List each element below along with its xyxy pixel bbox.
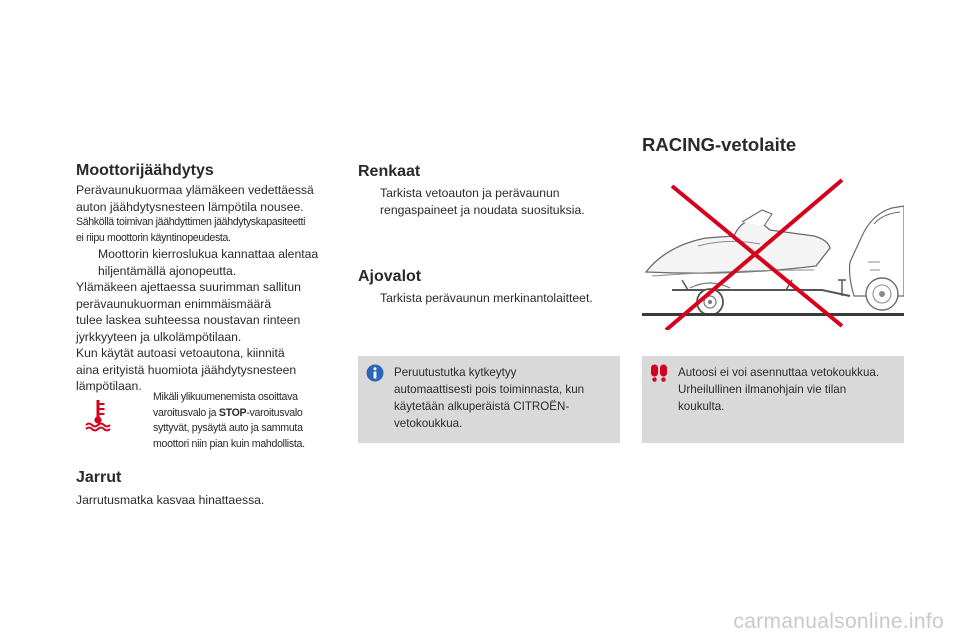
cooling-paragraph-3: Kun käytät autoasi vetoautona, kiinnitä aina erityistä huomiota jäähdytysnesteen lämpötilaan.	[76, 346, 297, 393]
left-column	[76, 160, 346, 395]
parking-sensor-info-box	[358, 356, 620, 443]
overheat-warning: Mikäli ylikuumenemista osoittava varoitusvalo ja STOP-varoitusvalo syttyvät, pysäytä auto ja sammuta moottori niin pian kuin mahdollista.	[153, 391, 305, 450]
tyres-bullet: Tarkista vetoauton ja perävaunun rengaspaineet ja noudata suosituksia.	[380, 186, 585, 217]
lights-heading: Ajovalot	[358, 268, 422, 285]
tyres-heading: Renkaat	[358, 163, 421, 180]
brakes-text: Jarrutusmatka kasvaa hinattaessa.	[76, 493, 265, 507]
watermark: carmanualsonline.info	[733, 610, 944, 633]
cooling-note: Sähköllä toimivan jäähdyttimen jäähdytyskapasiteetti ei riipu moottorin käyntinopeudesta.	[76, 216, 306, 244]
coolant-temperature-icon	[84, 398, 112, 432]
brakes-heading: Jarrut	[76, 469, 122, 486]
stop-label: STOP	[218, 406, 247, 419]
towbar-warning-text: Autoosi ei voi asennuttaa vetokoukkua. Urheilullinen ilmanohjain vie tilan koukulta.	[678, 366, 880, 413]
cooling-bullet-1: Moottorin kierroslukua kannattaa alentaa hiljentämällä ajonopeutta.	[98, 247, 319, 278]
info-icon	[366, 364, 384, 382]
info-text: Peruutustutka kytkeytyy automaattisesti pois toiminnasta, kun käytetään alkuperäistä CITROËN- vetokoukkua.	[394, 366, 585, 430]
jetski-trailer-illustration	[642, 176, 904, 330]
exclamation-icon	[650, 364, 668, 382]
towbar-warning-box	[642, 356, 904, 443]
lights-bullet: Tarkista perävaunun merkinantolaitteet.	[380, 291, 593, 305]
cooling-paragraph-1: Perävaunukuormaa ylämäkeen vedettäessä auton jäähdytysnesteen lämpötila nousee.	[76, 183, 314, 214]
cooling-heading: Moottorijäähdytys	[76, 162, 214, 179]
racing-heading: RACING-vetolaite	[642, 134, 797, 155]
cooling-paragraph-2: Ylämäkeen ajettaessa suurimman sallitun perävaunukuorman enimmäismäärä tulee laskea suhteessa noustavan rinteen jyrkkyyteen ja ulkolämpötilaan.	[76, 280, 301, 344]
